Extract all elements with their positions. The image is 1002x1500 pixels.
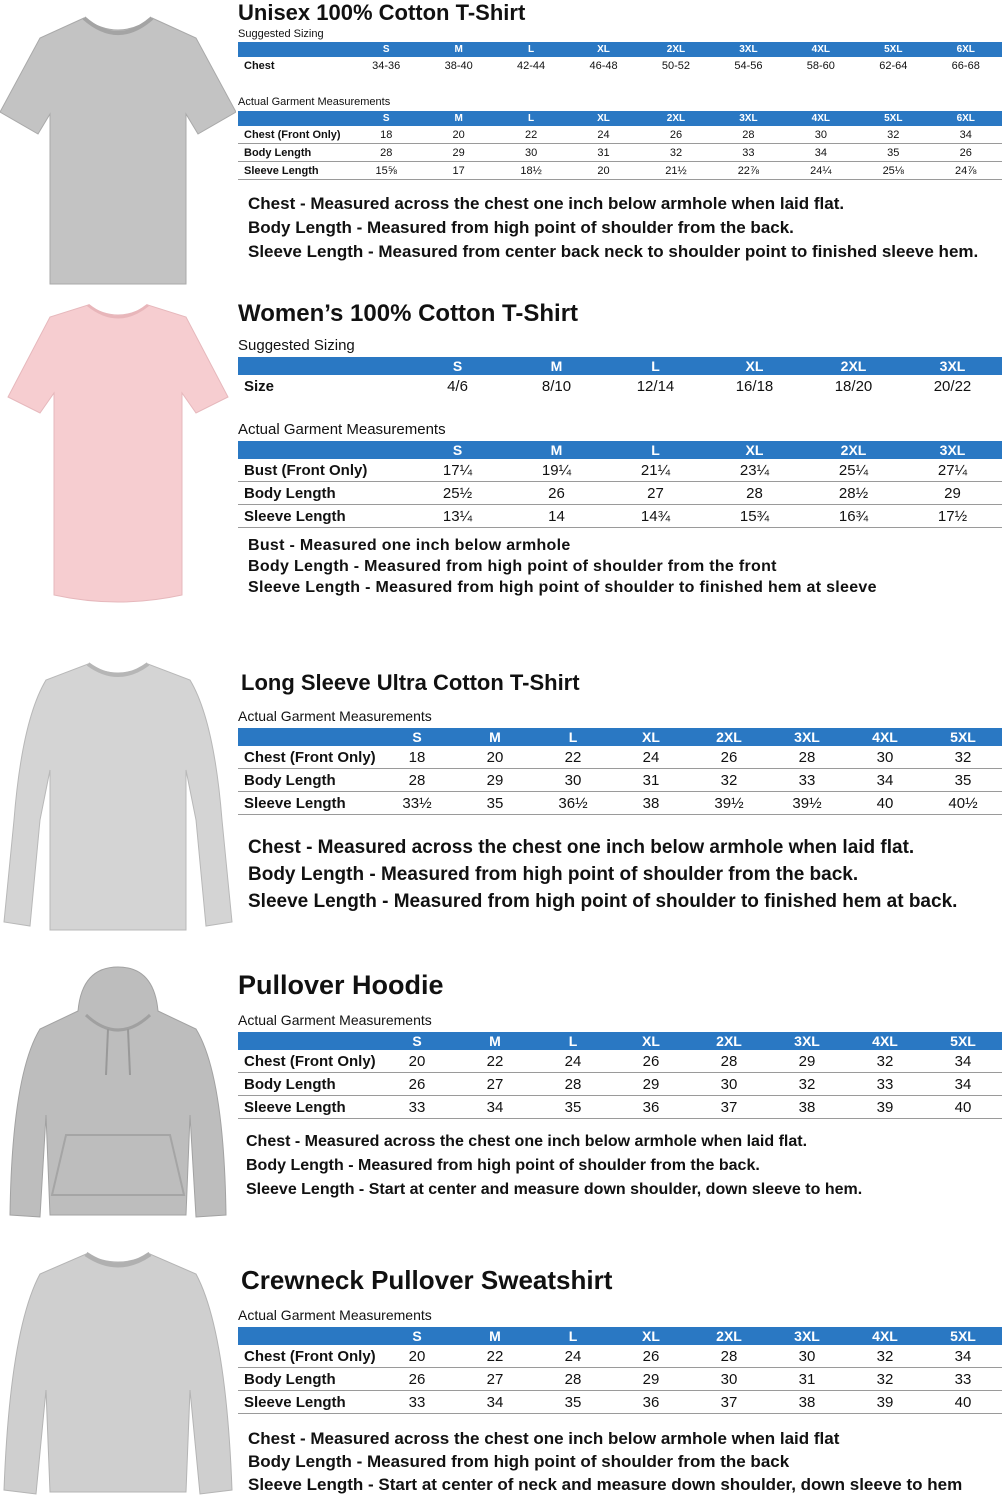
table-row bbox=[238, 162, 1002, 180]
size-header-cell: S bbox=[378, 1327, 456, 1345]
size-header-cell: 5XL bbox=[924, 1032, 1002, 1050]
size-header-row bbox=[238, 357, 1002, 375]
actual-measurements-table bbox=[238, 1032, 1002, 1119]
size-header-cell: 3XL bbox=[903, 441, 1002, 459]
size-header-cell: L bbox=[534, 1327, 612, 1345]
table-cell: 31 bbox=[612, 769, 690, 792]
table-cell: 15¾ bbox=[705, 505, 804, 528]
table-cell: 62-64 bbox=[879, 60, 908, 72]
table-row bbox=[238, 1345, 1002, 1368]
row-label: Sleeve Length bbox=[238, 1391, 378, 1414]
table-cell: 30 bbox=[534, 769, 612, 792]
table-cell: 22⅞ bbox=[712, 162, 784, 180]
table-row bbox=[238, 1096, 1002, 1119]
size-header-cell: L bbox=[606, 357, 705, 375]
table-cell: 4/6 bbox=[447, 378, 468, 395]
size-header-cell: XL bbox=[612, 728, 690, 746]
size-header-cell: M bbox=[507, 441, 606, 459]
size-header-cell: M bbox=[456, 1032, 534, 1050]
hoodie-image bbox=[0, 965, 236, 1230]
row-label: Size bbox=[244, 378, 275, 395]
table-row bbox=[238, 126, 1002, 144]
table-cell: 28 bbox=[705, 482, 804, 505]
table-cell: 35 bbox=[456, 792, 534, 815]
table-cell: 20 bbox=[378, 1050, 456, 1073]
table-cell: 20 bbox=[422, 126, 494, 144]
table-cell: 28 bbox=[350, 144, 422, 162]
table-cell: 38 bbox=[768, 1096, 846, 1119]
size-header-cell: 2XL bbox=[804, 441, 903, 459]
actual-measurements-label: Actual Garment Measurements bbox=[238, 1307, 432, 1323]
table-cell: 34 bbox=[924, 1073, 1002, 1096]
table-cell: 24⅞ bbox=[930, 162, 1002, 180]
table-cell: 26 bbox=[378, 1073, 456, 1096]
table-cell: 34 bbox=[924, 1345, 1002, 1368]
table-cell: 33 bbox=[924, 1368, 1002, 1391]
table-cell: 28 bbox=[690, 1345, 768, 1368]
table-cell: 24 bbox=[534, 1050, 612, 1073]
actual-measurements-label: Actual Garment Measurements bbox=[238, 421, 446, 438]
table-cell: 24 bbox=[612, 746, 690, 769]
size-header-cell: L bbox=[534, 728, 612, 746]
womens-tshirt-section bbox=[0, 295, 1002, 615]
table-cell: 38-40 bbox=[444, 60, 473, 72]
note-chest: Chest - Measured across the chest one inch below armhole when laid flat bbox=[248, 1429, 840, 1448]
actual-measurements-table bbox=[238, 111, 1002, 180]
table-cell: 24¼ bbox=[785, 162, 857, 180]
table-cell: 36½ bbox=[534, 792, 612, 815]
table-cell: 40 bbox=[846, 792, 924, 815]
size-header-cell: 2XL bbox=[640, 42, 712, 57]
note-body-length: Body Length - Measured from high point of shoulder from the back. bbox=[248, 864, 859, 885]
table-cell: 14¾ bbox=[606, 505, 705, 528]
table-cell: 28½ bbox=[804, 482, 903, 505]
table-cell: 27¼ bbox=[903, 459, 1002, 482]
crewneck-section bbox=[0, 1250, 1002, 1500]
suggested-sizing-table bbox=[238, 42, 1002, 75]
size-header-cell: 3XL bbox=[768, 1032, 846, 1050]
note-body-length: Body Length - Measured from high point of shoulder from the back bbox=[248, 1452, 790, 1471]
size-header-cell: 5XL bbox=[924, 1327, 1002, 1345]
table-row bbox=[238, 505, 1002, 528]
table-row bbox=[238, 1391, 1002, 1414]
table-cell: 40 bbox=[924, 1096, 1002, 1119]
actual-measurements-label: Actual Garment Measurements bbox=[238, 708, 432, 724]
table-cell: 29 bbox=[612, 1368, 690, 1391]
note-sleeve-length: Sleeve Length - Start at center and measure down shoulder, down sleeve to hem. bbox=[246, 1181, 863, 1198]
table-cell: 26 bbox=[507, 482, 606, 505]
size-header-cell: XL bbox=[612, 1032, 690, 1050]
table-cell: 21¼ bbox=[606, 459, 705, 482]
note-sleeve-length: Sleeve Length - Measured from high point of shoulder to finished hem at back. bbox=[248, 891, 958, 912]
table-cell: 39½ bbox=[768, 792, 846, 815]
suggested-sizing-label: Suggested Sizing bbox=[238, 337, 355, 354]
section-title: Unisex 100% Cotton T-Shirt bbox=[238, 0, 526, 25]
measurement-notes bbox=[246, 1130, 862, 1202]
size-header-cell: XL bbox=[567, 111, 639, 126]
table-cell: 37 bbox=[690, 1391, 768, 1414]
table-row bbox=[238, 1368, 1002, 1391]
table-cell: 32 bbox=[846, 1345, 924, 1368]
size-header-cell: 3XL bbox=[712, 42, 784, 57]
size-header-cell: 2XL bbox=[804, 357, 903, 375]
table-cell: 29 bbox=[768, 1050, 846, 1073]
table-cell: 28 bbox=[712, 126, 784, 144]
actual-measurements-label: Actual Garment Measurements bbox=[238, 96, 391, 108]
size-header-cell: 5XL bbox=[924, 728, 1002, 746]
long-sleeve-image bbox=[0, 660, 236, 940]
suggested-sizing-label: Suggested Sizing bbox=[238, 28, 324, 40]
size-header-cell: 5XL bbox=[857, 42, 929, 57]
note-body-length: Body Length - Measured from high point of shoulder from the back. bbox=[246, 1157, 760, 1174]
section-title: Crewneck Pullover Sweatshirt bbox=[241, 1265, 613, 1295]
table-cell: 32 bbox=[690, 769, 768, 792]
note-chest: Chest - Measured across the chest one inch below armhole when laid flat. bbox=[246, 1133, 808, 1150]
table-cell: 39½ bbox=[690, 792, 768, 815]
table-row bbox=[238, 792, 1002, 815]
size-header-cell: S bbox=[408, 441, 507, 459]
note-chest: Chest - Measured across the chest one inch below armhole when laid flat. bbox=[248, 194, 845, 213]
table-row bbox=[238, 459, 1002, 482]
table-cell: 34 bbox=[930, 126, 1002, 144]
table-cell: 21½ bbox=[640, 162, 712, 180]
measurement-notes bbox=[248, 192, 978, 264]
table-cell: 30 bbox=[846, 746, 924, 769]
size-header-cell: 6XL bbox=[930, 42, 1002, 57]
table-cell: 32 bbox=[640, 144, 712, 162]
table-cell: 25⅛ bbox=[857, 162, 929, 180]
table-cell: 18 bbox=[378, 746, 456, 769]
table-cell: 26 bbox=[690, 746, 768, 769]
table-cell: 46-48 bbox=[589, 60, 618, 72]
table-cell: 19¼ bbox=[507, 459, 606, 482]
table-cell: 15⅝ bbox=[350, 162, 422, 180]
hoodie-section bbox=[0, 960, 1002, 1230]
table-cell: 17½ bbox=[903, 505, 1002, 528]
table-cell: 34-36 bbox=[372, 60, 401, 72]
size-header-cell: 2XL bbox=[690, 1327, 768, 1345]
table-cell: 23¼ bbox=[705, 459, 804, 482]
size-header-cell: M bbox=[456, 1327, 534, 1345]
table-cell: 34 bbox=[846, 769, 924, 792]
unisex-tshirt-section bbox=[0, 0, 1002, 280]
table-cell: 30 bbox=[495, 144, 567, 162]
size-header-cell: L bbox=[495, 111, 567, 126]
note-chest: Chest - Measured across the chest one inch below armhole when laid flat. bbox=[248, 837, 915, 858]
size-header-cell: M bbox=[456, 728, 534, 746]
table-cell: 22 bbox=[495, 126, 567, 144]
size-header-cell: M bbox=[507, 357, 606, 375]
table-cell: 30 bbox=[785, 126, 857, 144]
size-header-cell: 4XL bbox=[846, 728, 924, 746]
size-header-cell: 4XL bbox=[846, 1032, 924, 1050]
size-header-cell: 3XL bbox=[903, 357, 1002, 375]
table-cell: 17¼ bbox=[408, 459, 507, 482]
measurement-notes bbox=[248, 1427, 962, 1496]
actual-measurements-label: Actual Garment Measurements bbox=[238, 1012, 432, 1028]
table-cell: 66-68 bbox=[951, 60, 980, 72]
table-cell: 30 bbox=[768, 1345, 846, 1368]
table-cell: 27 bbox=[456, 1073, 534, 1096]
table-cell: 27 bbox=[606, 482, 705, 505]
long-sleeve-section bbox=[0, 650, 1002, 940]
table-cell: 14 bbox=[507, 505, 606, 528]
size-header-cell: 5XL bbox=[857, 111, 929, 126]
size-header-cell: S bbox=[350, 42, 422, 57]
section-title: Long Sleeve Ultra Cotton T-Shirt bbox=[241, 670, 580, 695]
note-bust: Bust - Measured one inch below armhole bbox=[248, 537, 571, 554]
table-cell: 26 bbox=[612, 1345, 690, 1368]
table-cell: 39 bbox=[846, 1096, 924, 1119]
size-header-cell: M bbox=[422, 111, 494, 126]
table-cell: 37 bbox=[690, 1096, 768, 1119]
table-cell: 24 bbox=[534, 1345, 612, 1368]
size-header-cell: 3XL bbox=[712, 111, 784, 126]
table-cell: 13¼ bbox=[408, 505, 507, 528]
size-header-row bbox=[238, 1327, 1002, 1345]
table-cell: 32 bbox=[924, 746, 1002, 769]
row-label: Chest bbox=[244, 60, 275, 72]
table-cell: 29 bbox=[422, 144, 494, 162]
row-label: Sleeve Length bbox=[238, 1096, 378, 1119]
size-header-row bbox=[238, 1032, 1002, 1050]
table-cell: 34 bbox=[785, 144, 857, 162]
table-cell: 32 bbox=[846, 1050, 924, 1073]
crewneck-sweatshirt-image bbox=[0, 1250, 236, 1500]
table-cell: 29 bbox=[456, 769, 534, 792]
size-header-cell: S bbox=[408, 357, 507, 375]
table-row bbox=[238, 1073, 1002, 1096]
table-cell: 50-52 bbox=[661, 60, 691, 72]
table-cell: 16¾ bbox=[804, 505, 903, 528]
size-header-cell: 4XL bbox=[785, 42, 857, 57]
section-title: Women’s 100% Cotton T-Shirt bbox=[238, 300, 579, 327]
table-cell: 33 bbox=[378, 1391, 456, 1414]
table-cell: 24 bbox=[567, 126, 639, 144]
table-cell: 34 bbox=[456, 1096, 534, 1119]
table-cell: 26 bbox=[612, 1050, 690, 1073]
table-cell: 30 bbox=[690, 1368, 768, 1391]
row-label: Body Length bbox=[238, 1073, 378, 1096]
table-cell: 22 bbox=[534, 746, 612, 769]
size-header-cell: L bbox=[534, 1032, 612, 1050]
size-header-cell: XL bbox=[705, 357, 804, 375]
measurement-notes bbox=[248, 535, 877, 598]
size-header-cell: XL bbox=[612, 1327, 690, 1345]
table-cell: 36 bbox=[612, 1391, 690, 1414]
size-header-cell: 3XL bbox=[768, 728, 846, 746]
table-cell: 26 bbox=[378, 1368, 456, 1391]
section-title: Pullover Hoodie bbox=[238, 970, 444, 1000]
table-cell: 40½ bbox=[924, 792, 1002, 815]
table-row bbox=[238, 375, 1002, 398]
size-header-cell: 2XL bbox=[690, 728, 768, 746]
note-sleeve-length: Sleeve Length - Measured from high point of shoulder to finished hem at sleeve bbox=[248, 579, 877, 596]
table-cell: 32 bbox=[768, 1073, 846, 1096]
table-cell: 29 bbox=[903, 482, 1002, 505]
table-cell: 35 bbox=[534, 1391, 612, 1414]
table-cell: 20 bbox=[456, 746, 534, 769]
table-cell: 54-56 bbox=[734, 60, 763, 72]
table-cell: 18½ bbox=[495, 162, 567, 180]
size-header-row bbox=[238, 441, 1002, 459]
actual-measurements-table bbox=[238, 1327, 1002, 1414]
size-header-cell: M bbox=[422, 42, 494, 57]
table-cell: 31 bbox=[567, 144, 639, 162]
table-cell: 28 bbox=[534, 1368, 612, 1391]
table-cell: 25¼ bbox=[804, 459, 903, 482]
table-cell: 35 bbox=[534, 1096, 612, 1119]
size-header-cell: 3XL bbox=[768, 1327, 846, 1345]
table-cell: 42-44 bbox=[517, 60, 546, 72]
row-label: Bust (Front Only) bbox=[238, 459, 408, 482]
row-label: Body Length bbox=[238, 1368, 378, 1391]
row-label: Sleeve Length bbox=[238, 162, 350, 180]
table-cell: 32 bbox=[846, 1368, 924, 1391]
table-cell: 12/14 bbox=[636, 378, 675, 395]
size-header-cell: S bbox=[378, 1032, 456, 1050]
table-cell: 18 bbox=[350, 126, 422, 144]
size-header-cell: 2XL bbox=[690, 1032, 768, 1050]
note-sleeve-length: Sleeve Length - Measured from center back neck to shoulder point to finished sleeve hem. bbox=[248, 242, 979, 261]
table-cell: 8/10 bbox=[541, 378, 572, 395]
size-header-cell: 6XL bbox=[930, 111, 1002, 126]
size-header-cell: XL bbox=[705, 441, 804, 459]
table-row bbox=[238, 1050, 1002, 1073]
row-label: Chest (Front Only) bbox=[238, 1050, 378, 1073]
table-cell: 20/22 bbox=[933, 378, 972, 395]
note-body-length: Body Length - Measured from high point of shoulder from the front bbox=[248, 558, 777, 575]
table-cell: 20 bbox=[567, 162, 639, 180]
table-row bbox=[238, 144, 1002, 162]
note-sleeve-length: Sleeve Length - Start at center of neck and measure down shoulder, down sleeve to hem bbox=[248, 1475, 963, 1494]
row-label: Chest (Front Only) bbox=[238, 1345, 378, 1368]
size-header-cell: L bbox=[495, 42, 567, 57]
size-header-cell: L bbox=[606, 441, 705, 459]
size-header-row bbox=[238, 111, 1002, 126]
row-label: Sleeve Length bbox=[238, 505, 408, 528]
table-cell: 22 bbox=[456, 1345, 534, 1368]
suggested-sizing-table bbox=[238, 357, 1002, 398]
table-cell: 32 bbox=[857, 126, 929, 144]
size-header-row bbox=[238, 42, 1002, 57]
table-cell: 33 bbox=[846, 1073, 924, 1096]
table-cell: 35 bbox=[857, 144, 929, 162]
size-header-cell: S bbox=[378, 728, 456, 746]
size-header-cell: XL bbox=[567, 42, 639, 57]
table-cell: 35 bbox=[924, 769, 1002, 792]
actual-measurements-table bbox=[238, 441, 1002, 528]
table-cell: 39 bbox=[846, 1391, 924, 1414]
table-cell: 38 bbox=[768, 1391, 846, 1414]
row-label: Chest (Front Only) bbox=[238, 746, 378, 769]
size-header-cell: 4XL bbox=[846, 1327, 924, 1345]
table-cell: 28 bbox=[690, 1050, 768, 1073]
table-row bbox=[238, 482, 1002, 505]
table-cell: 58-60 bbox=[806, 60, 835, 72]
table-cell: 28 bbox=[378, 769, 456, 792]
table-cell: 31 bbox=[768, 1368, 846, 1391]
table-cell: 25½ bbox=[408, 482, 507, 505]
row-label: Body Length bbox=[238, 482, 408, 505]
size-header-cell: 2XL bbox=[640, 111, 712, 126]
table-cell: 20 bbox=[378, 1345, 456, 1368]
unisex-tshirt-image bbox=[0, 2, 236, 288]
table-cell: 29 bbox=[612, 1073, 690, 1096]
table-cell: 36 bbox=[612, 1096, 690, 1119]
table-cell: 40 bbox=[924, 1391, 1002, 1414]
measurement-notes bbox=[248, 834, 957, 915]
table-cell: 26 bbox=[640, 126, 712, 144]
table-cell: 33 bbox=[712, 144, 784, 162]
table-row bbox=[238, 746, 1002, 769]
table-cell: 38 bbox=[612, 792, 690, 815]
table-cell: 34 bbox=[924, 1050, 1002, 1073]
actual-measurements-table bbox=[238, 728, 1002, 815]
table-cell: 33 bbox=[768, 769, 846, 792]
table-row bbox=[238, 57, 1002, 75]
womens-tshirt-image bbox=[0, 297, 236, 607]
table-cell: 28 bbox=[768, 746, 846, 769]
row-label: Body Length bbox=[238, 144, 350, 162]
table-cell: 33½ bbox=[378, 792, 456, 815]
table-cell: 22 bbox=[456, 1050, 534, 1073]
table-cell: 30 bbox=[690, 1073, 768, 1096]
row-label: Chest (Front Only) bbox=[238, 126, 350, 144]
table-cell: 27 bbox=[456, 1368, 534, 1391]
note-body-length: Body Length - Measured from high point of shoulder from the back. bbox=[248, 218, 794, 237]
table-cell: 17 bbox=[422, 162, 494, 180]
table-cell: 16/18 bbox=[735, 378, 774, 395]
size-header-row bbox=[238, 728, 1002, 746]
table-cell: 34 bbox=[456, 1391, 534, 1414]
size-header-cell: S bbox=[350, 111, 422, 126]
row-label: Sleeve Length bbox=[238, 792, 378, 815]
table-cell: 33 bbox=[378, 1096, 456, 1119]
table-cell: 18/20 bbox=[834, 378, 873, 395]
table-cell: 28 bbox=[534, 1073, 612, 1096]
table-cell: 26 bbox=[930, 144, 1002, 162]
row-label: Body Length bbox=[238, 769, 378, 792]
size-header-cell: 4XL bbox=[785, 111, 857, 126]
table-row bbox=[238, 769, 1002, 792]
